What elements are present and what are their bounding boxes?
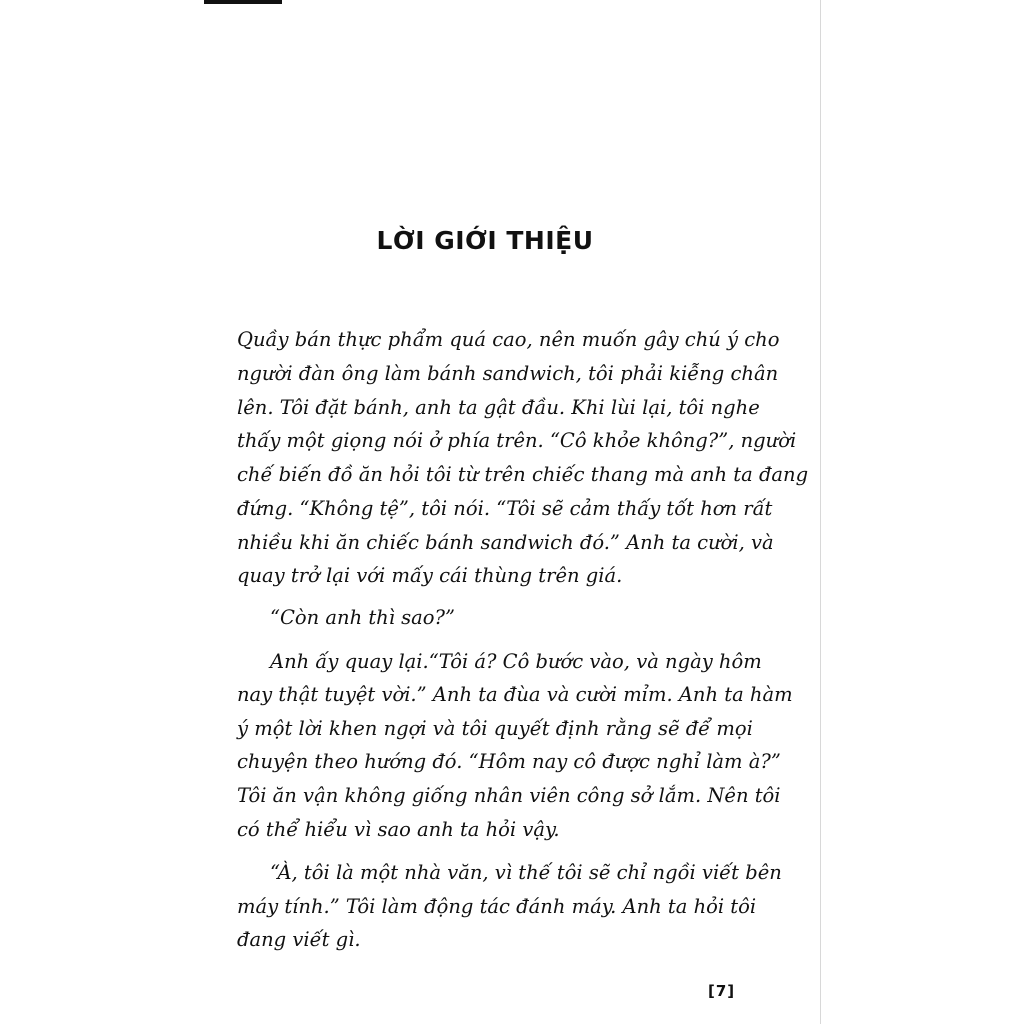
text-line: máy tính.” Tôi làm động tác đánh máy. Anh ta hỏi tôi (237, 895, 757, 918)
text-line: thấy một giọng nói ở phía trên. “Cô khỏe không?”, người (237, 429, 797, 452)
text-line: người đàn ông làm bánh sandwich, tôi phải kiễng chân (237, 362, 779, 385)
text-line: nhiều khi ăn chiếc bánh sandwich đó.” Anh ta cười, và (237, 531, 774, 554)
text-line: đang viết gì. (237, 928, 361, 951)
text-line: đứng. “Không tệ”, tôi nói. “Tôi sẽ cảm thấy tốt hơn rất (237, 497, 773, 520)
text-line: quay trở lại với mấy cái thùng trên giá. (237, 564, 623, 587)
page-number: [7] (708, 982, 736, 1000)
scan-edge-mark (204, 0, 282, 4)
text-line: lên. Tôi đặt bánh, anh ta gật đầu. Khi lùi lại, tôi nghe (237, 396, 760, 419)
page-title: LỜI GIỚI THIỆU (376, 226, 594, 255)
text-line: chế biến đồ ăn hỏi tôi từ trên chiếc thang mà anh ta đang (237, 463, 809, 486)
text-line: Quầy bán thực phẩm quá cao, nên muốn gây chú ý cho (237, 328, 780, 351)
text-line: Tôi ăn vận không giống nhân viên công sở lắm. Nên tôi (237, 784, 781, 807)
text-line: Anh ấy quay lại.“Tôi á? Cô bước vào, và ngày hôm (270, 650, 762, 673)
text-line: có thể hiểu vì sao anh ta hỏi vậy. (237, 818, 560, 841)
text-line: “Còn anh thì sao?” (270, 606, 455, 629)
text-line: ý một lời khen ngợi và tôi quyết định rằng sẽ để mọi (237, 717, 753, 740)
page-edge (820, 0, 821, 1024)
text-line: chuyện theo hướng đó. “Hôm nay cô được nghỉ làm à?” (237, 750, 781, 773)
text-line: “À, tôi là một nhà văn, vì thế tôi sẽ chỉ ngồi viết bên (270, 861, 782, 884)
text-line: nay thật tuyệt vời.” Anh ta đùa và cười mỉm. Anh ta hàm (237, 683, 793, 706)
